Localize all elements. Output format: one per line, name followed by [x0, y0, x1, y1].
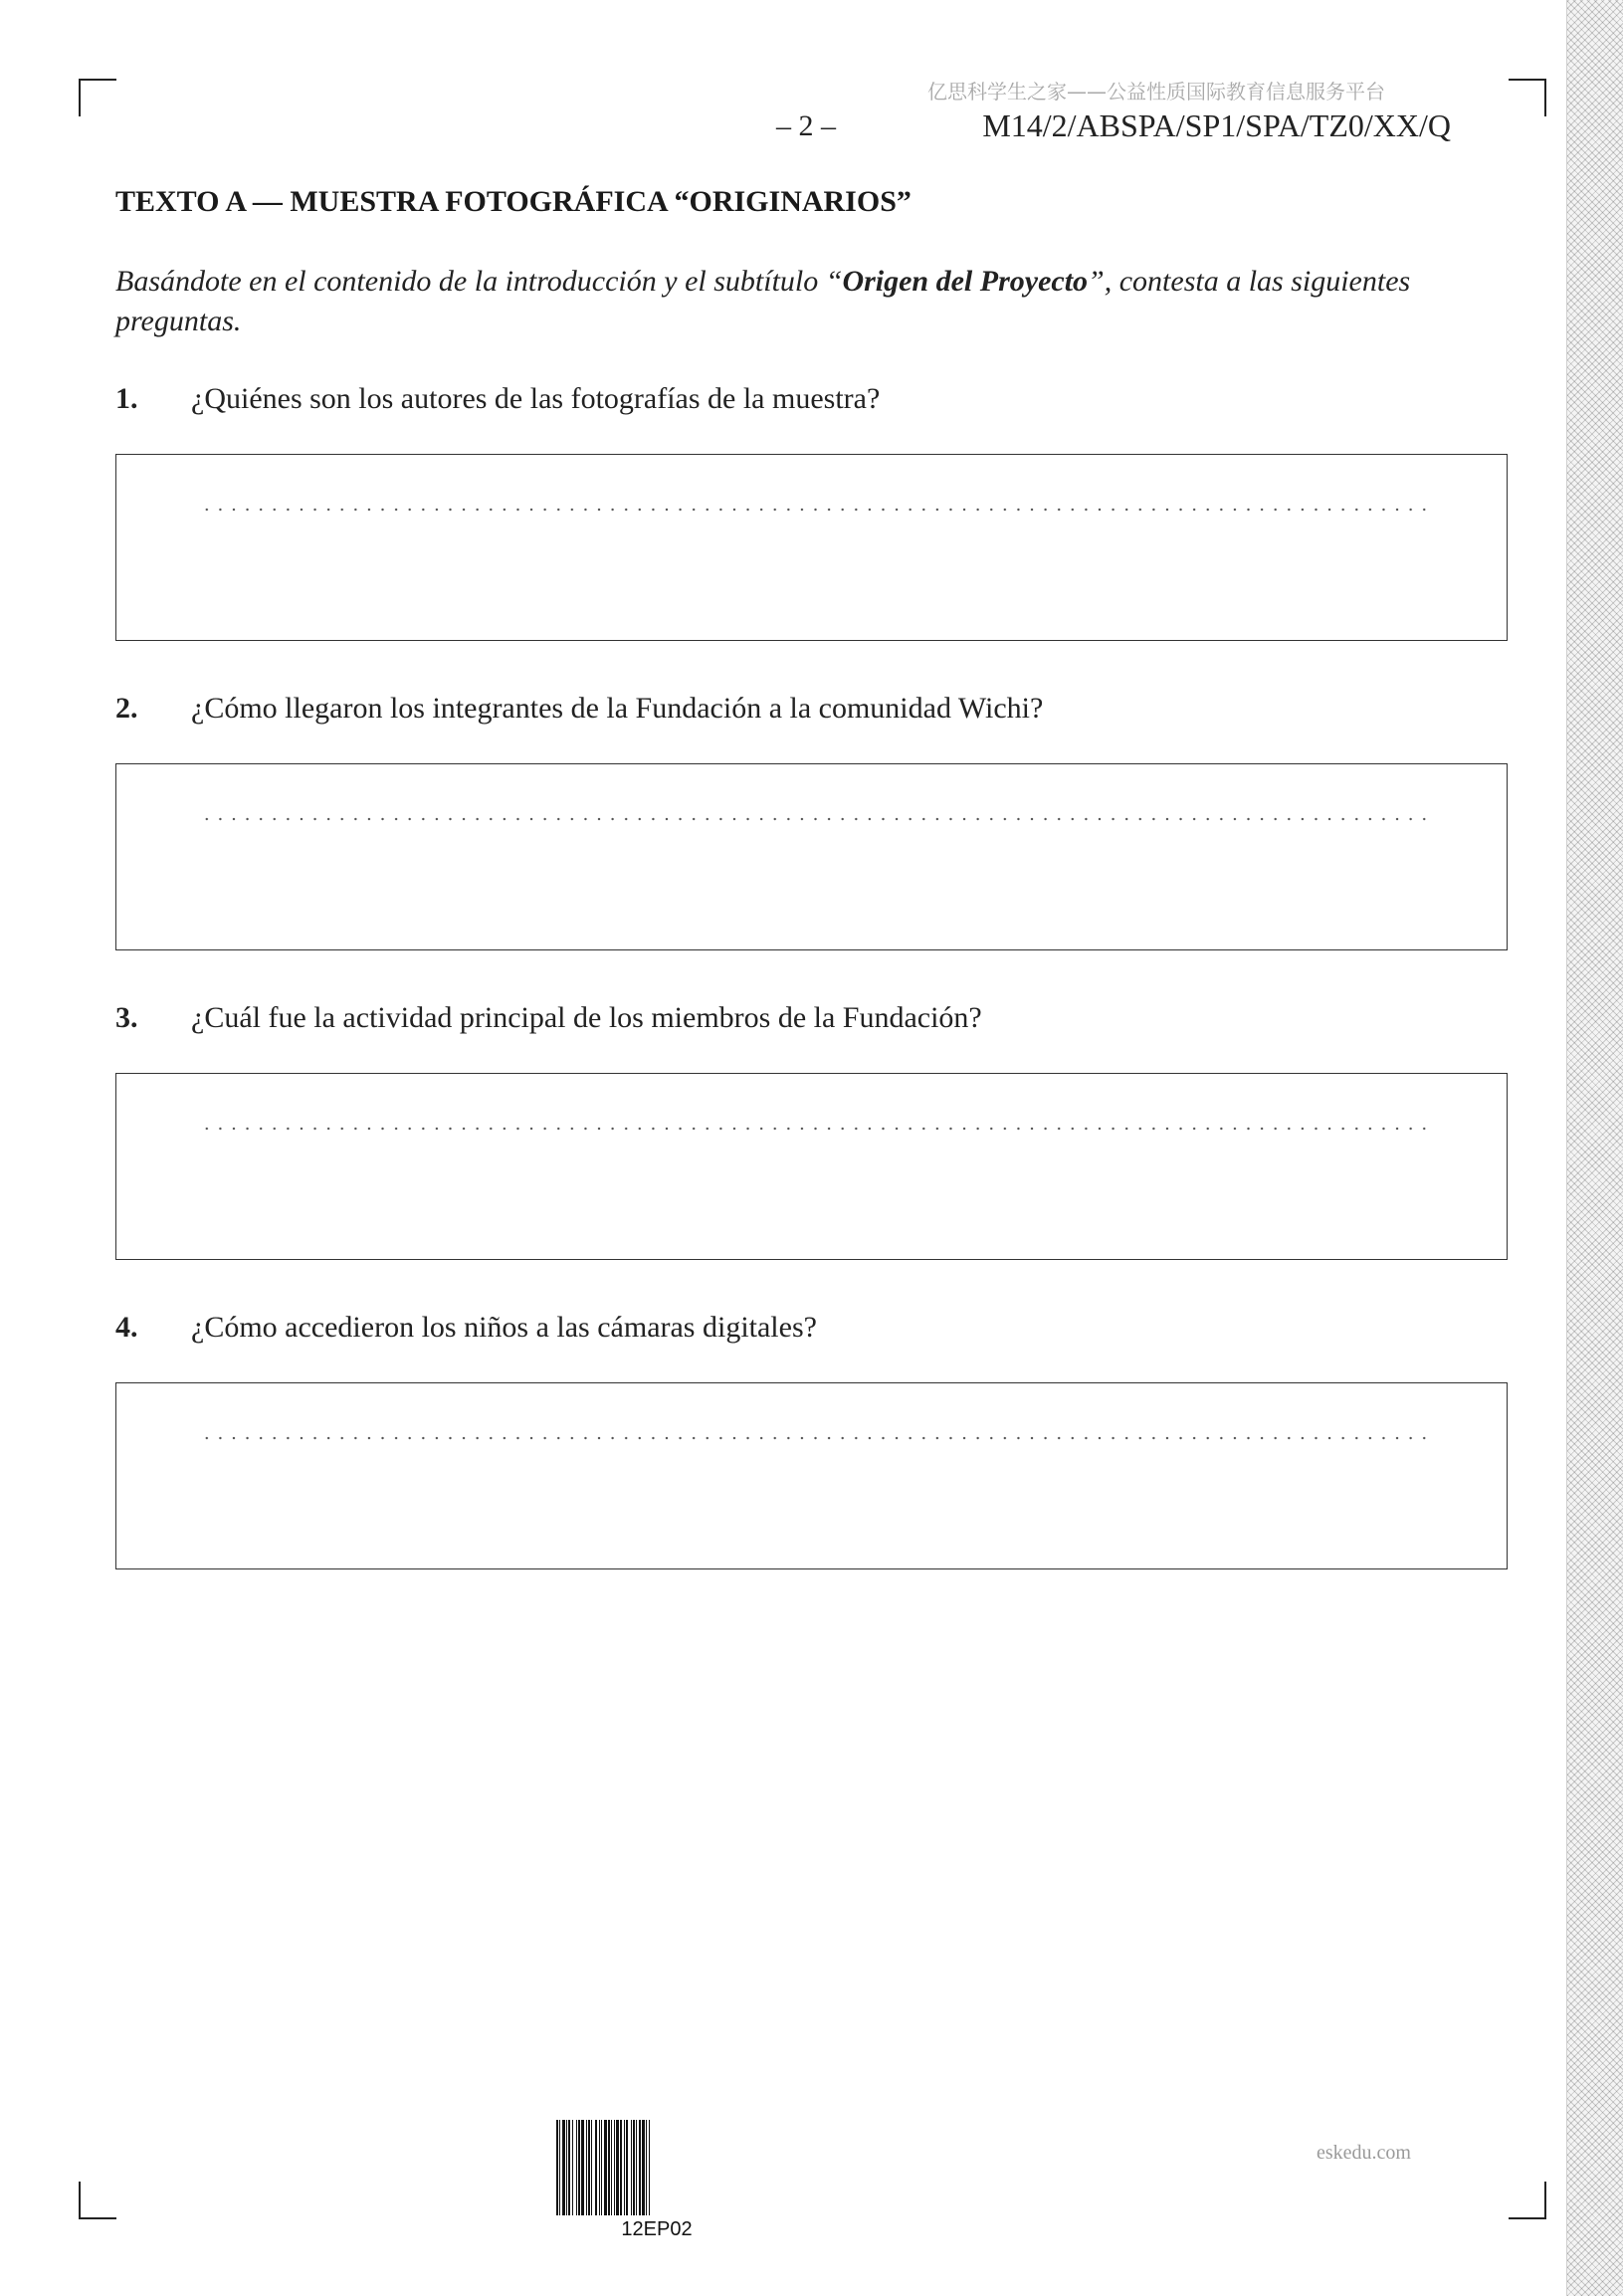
question-text: ¿Cuál fue la actividad principal de los miembros de la Fundación? [191, 1001, 982, 1034]
page-number: – 2 – [776, 109, 836, 142]
barcode-bar [566, 2120, 567, 2215]
crop-mark-top-left [79, 79, 116, 116]
section-title: TEXTO A — MUESTRA FOTOGRÁFICA “ORIGINARIOS” [115, 185, 912, 218]
barcode-bar [620, 2120, 622, 2215]
instructions-emphasis: Origen del Proyecto [842, 265, 1089, 298]
answer-line[interactable] [200, 508, 1435, 512]
barcode-bar [568, 2120, 570, 2215]
crop-mark-bottom-left [79, 2182, 116, 2219]
barcode-bar [636, 2120, 637, 2215]
question-number: 2. [115, 692, 138, 725]
answer-line[interactable] [200, 1436, 1435, 1440]
barcode-bar [631, 2120, 632, 2215]
barcode-bar [581, 2120, 584, 2215]
margin-strip [1566, 0, 1623, 2296]
question-number: 3. [115, 1001, 138, 1034]
answer-box-1[interactable] [115, 454, 1508, 641]
barcode-bar [562, 2120, 565, 2215]
barcode-bar [624, 2120, 625, 2215]
question-text: ¿Quiénes son los autores de las fotografías de la muestra? [191, 382, 881, 415]
answer-box-2[interactable] [115, 763, 1508, 950]
barcode-bar [646, 2120, 647, 2215]
barcode-bar [614, 2120, 615, 2215]
question-3 [115, 1001, 982, 1035]
barcode-bar [649, 2120, 650, 2215]
barcode-bar [626, 2120, 628, 2215]
barcode-bar [576, 2120, 577, 2215]
barcode [556, 2120, 757, 2215]
crop-mark-top-right [1509, 79, 1546, 116]
barcode-bar [599, 2120, 600, 2215]
question-number: 1. [115, 382, 138, 415]
barcode-bar [595, 2120, 597, 2215]
barcode-bar [604, 2120, 607, 2215]
question-4 [115, 1311, 817, 1345]
barcode-bar [591, 2120, 592, 2215]
watermark-text: 亿思科学生之家——公益性质国际教育信息服务平台 [927, 80, 1385, 104]
answer-line[interactable] [200, 1127, 1435, 1131]
barcode-bars [556, 2120, 757, 2215]
question-text: ¿Cómo llegaron los integrantes de la Fundación a la comunidad Wichi? [191, 692, 1044, 725]
answer-box-4[interactable] [115, 1382, 1508, 1569]
question-1 [115, 382, 880, 416]
question-number: 4. [115, 1311, 138, 1344]
barcode-bar [572, 2120, 573, 2215]
barcode-bar [586, 2120, 587, 2215]
answer-line[interactable] [200, 817, 1435, 821]
barcode-bar [611, 2120, 612, 2215]
question-2 [115, 692, 1043, 726]
instructions-text-after: ”, contesta a las siguientes preguntas. [115, 265, 1411, 337]
barcode-bar [578, 2120, 580, 2215]
barcode-bar [588, 2120, 590, 2215]
exam-code: M14/2/ABSPA/SP1/SPA/TZ0/XX/Q [982, 107, 1451, 143]
barcode-bar [633, 2120, 635, 2215]
barcode-bar [601, 2120, 602, 2215]
barcode-bar [639, 2120, 641, 2215]
question-text: ¿Cómo accedieron los niños a las cámaras digitales? [191, 1311, 817, 1344]
answer-box-3[interactable] [115, 1073, 1508, 1260]
instructions-text-before: Basándote en el contenido de la introducción y el subtítulo “ [115, 265, 843, 298]
barcode-label: 12EP02 [621, 2218, 693, 2240]
crop-mark-bottom-right [1509, 2182, 1546, 2219]
barcode-bar [556, 2120, 558, 2215]
barcode-bar [616, 2120, 619, 2215]
site-watermark: eskedu.com [1317, 2142, 1411, 2164]
barcode-bar [608, 2120, 610, 2215]
barcode-bar [642, 2120, 645, 2215]
instructions [115, 262, 1509, 341]
barcode-bar [559, 2120, 560, 2215]
